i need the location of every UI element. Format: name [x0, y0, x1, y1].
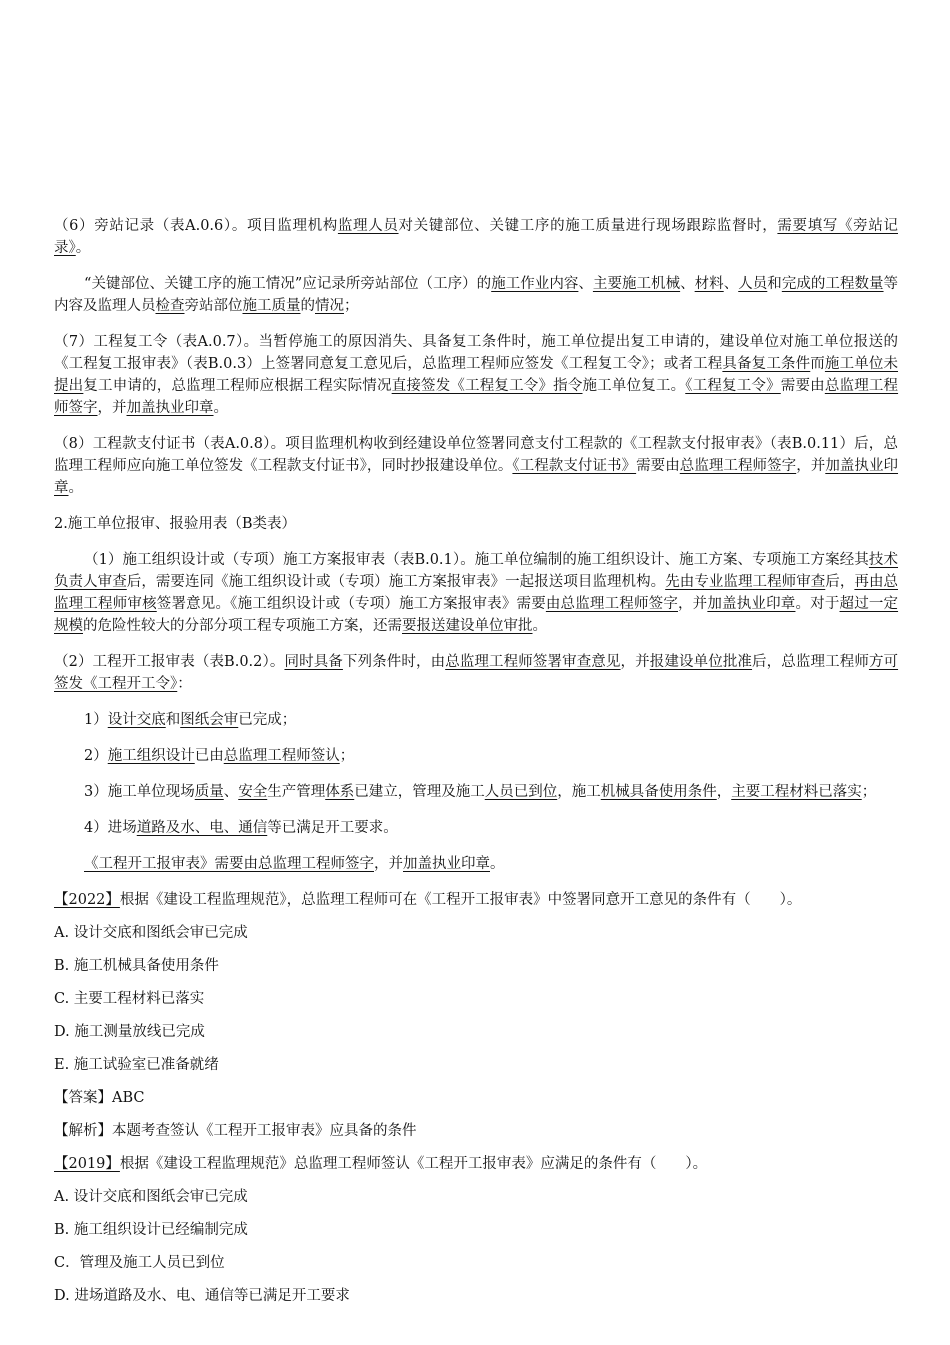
underlined-text: 检查	[155, 298, 185, 314]
text-segment: ；	[861, 784, 877, 800]
text-segment: ：	[177, 676, 192, 692]
underlined-text: 超过一定规模	[54, 596, 899, 634]
text-segment: 等已满足开工要求。	[267, 820, 398, 836]
option-c: C．管理及施工人员已到位	[54, 1255, 225, 1271]
text-segment: ，施工	[557, 784, 601, 800]
body-paragraphs	[54, 215, 898, 889]
option-a: A. 设计交底和图纸会审已完成	[54, 1189, 248, 1205]
option-b: B. 施工机械具备使用条件	[54, 958, 219, 974]
text-segment: ，	[716, 784, 732, 800]
text-segment: 已建立，管理及施工	[354, 784, 485, 800]
underlined-text: 安全	[238, 784, 268, 800]
option-d: D. 施工测量放线已完成	[54, 1024, 205, 1040]
underlined-text: 要报送建设单位审批	[402, 618, 533, 634]
text-segment: 3）施工单位现场	[84, 784, 195, 800]
text-segment: 而	[810, 356, 825, 372]
underlined-text: 道路及水、电、通信	[136, 820, 268, 836]
underlined-text: 加盖执业印章	[54, 458, 899, 496]
paragraph-p7	[54, 331, 898, 419]
paragraph-p6	[54, 215, 898, 259]
text-segment: 等内容及监理人员	[54, 276, 899, 314]
underlined-text: 加盖执业印章	[707, 596, 796, 612]
text-segment: “关键部位、关键工序的施工情况”应记录所旁站部位（工序）的	[84, 276, 492, 292]
text-segment: 已完成；	[238, 712, 297, 728]
paragraph-c2	[54, 745, 898, 767]
text-segment: ，并	[97, 400, 127, 416]
paragraph-c1	[54, 709, 898, 731]
underlined-text: 总监理工程师签认	[223, 748, 340, 764]
underlined-text: 具备复工条件	[722, 356, 811, 372]
answer-value: ABC	[112, 1090, 145, 1106]
text-segment: 4）进场	[84, 820, 137, 836]
underlined-text: 质量	[194, 784, 224, 800]
question-text: 根据《建设工程监理规范》，总监理工程师可在《工程开工报审表》中签署同意开工意见的条件有（ ）。	[119, 892, 802, 908]
underlined-text: 施工单位未提出	[54, 356, 899, 394]
text-segment: 施工单位复工。	[582, 378, 686, 394]
question-stem	[54, 889, 898, 911]
underlined-text: 总监理工程师签字	[679, 458, 797, 474]
analysis-text: 本题考查签认《工程开工报审表》应具备的条件	[112, 1123, 417, 1139]
text-segment: 、	[723, 276, 739, 292]
text-segment: 复工申请的，总监理工程师应根据工程实际情况	[83, 378, 392, 394]
option-c: C. 主要工程材料已落实	[54, 991, 205, 1007]
underlined-text: 施工组织设计	[107, 748, 195, 764]
text-segment: 下列条件时，由	[342, 654, 446, 670]
paragraph-c5	[54, 853, 898, 875]
underlined-text: 方可签发《工程开工令》	[54, 654, 899, 692]
text-segment: 、	[578, 276, 593, 292]
text-segment: 。对于	[795, 596, 840, 612]
paragraph-b2	[54, 651, 898, 695]
text-segment: 。	[490, 856, 505, 872]
paragraph-c4	[54, 817, 898, 839]
option-a: A. 设计交底和图纸会审已完成	[54, 925, 248, 941]
underlined-text: 主要施工机械	[592, 276, 681, 292]
text-segment: 的危险性较大的分部分项工程专项施工方案，还需	[83, 618, 402, 634]
text-segment: 需要由	[780, 378, 825, 394]
underlined-text: 完成的工程数量	[781, 276, 884, 292]
underlined-text: 总监理工程师签字	[54, 378, 899, 416]
underlined-text: 施工质量	[242, 298, 301, 314]
underlined-text: 总监理工程师签署审查意见	[445, 654, 621, 670]
text-segment: ，并	[678, 596, 708, 612]
underlined-text: 由总监理工程师签字	[545, 596, 678, 612]
paragraph-c3	[54, 781, 898, 803]
document-page	[54, 215, 898, 1307]
underlined-text: 需要填写《旁站记录》	[54, 218, 898, 256]
text-segment: 旁站部位	[184, 298, 243, 314]
underlined-text: 情况	[315, 298, 344, 314]
underlined-text: 设计交底	[107, 712, 166, 728]
underlined-text: 《工程复工令》	[685, 378, 781, 394]
underlined-text: 加盖执业印章	[126, 400, 214, 416]
text-segment: 。	[68, 480, 83, 496]
text-segment: 后，	[825, 574, 855, 590]
text-segment: 生产管理	[267, 784, 326, 800]
analysis-line	[54, 1120, 898, 1142]
paragraph-p8	[54, 433, 898, 499]
text-segment: ，并	[620, 654, 650, 670]
question-2022	[54, 889, 898, 1142]
paragraph-b1	[54, 549, 898, 637]
underlined-text: 《工程款支付证书》	[512, 458, 637, 474]
paragraph-p6b	[54, 273, 898, 317]
underlined-text: 《工程开工报审表》需要由总监理工程师签字	[84, 856, 374, 872]
question-2019	[54, 1153, 898, 1307]
text-segment: （7）工程复工令（表A.0.7）。当暂停施工的原因消失、具备复工条件时，施工单位提出复工申请的，建设单位对施工单位报送的《工程复工报审表》（表B.0.3）上签署同意复工意见后，总监理工程师应签发《工程复工令》；或者工程	[54, 334, 898, 372]
text-segment: 。	[75, 240, 91, 256]
text-segment: 已由	[194, 748, 224, 764]
underlined-text: 人员	[738, 276, 768, 292]
text-segment: 对关键部位、关键工序的施工质量进行现场跟踪监督时，	[398, 218, 778, 234]
text-segment: （8）工程款支付证书（表A.0.8）。项目监理机构收到经建设单位签署同意支付工程款的《工程款支付报审表》（表B.0.11）后，总监理工程师应向施工单位签发《工程款支付证书》，同时抄报建设单位。	[54, 436, 898, 474]
question-stem	[54, 1153, 898, 1175]
question-text: 根据《建设工程监理规范》总监理工程师签认《工程开工报审表》应满足的条件有（ ）。	[119, 1156, 708, 1172]
text-segment: 和	[767, 276, 782, 292]
text-segment: ，并	[796, 458, 826, 474]
text-segment: 2）	[84, 748, 108, 764]
text-segment: 后，总监理工程师	[752, 654, 869, 670]
underlined-text: 加盖执业印章	[403, 856, 490, 872]
text-segment: ；	[344, 298, 359, 314]
answer-line	[54, 1087, 898, 1109]
underlined-text: 体系	[325, 784, 355, 800]
underlined-text: 直接签发《工程复工令》指令	[391, 378, 583, 394]
text-segment: （6）旁站记录（表A.0.6）。项目监理机构	[54, 218, 338, 234]
text-segment: 、	[223, 784, 239, 800]
underlined-text: 同时具备	[284, 654, 343, 670]
text-segment: 。	[213, 400, 228, 416]
underlined-text: 监理人员	[337, 218, 399, 234]
text-segment: 1）	[84, 712, 108, 728]
text-segment: 需要由	[636, 458, 680, 474]
underlined-text: 图纸会审	[180, 712, 239, 728]
underlined-text: 报建设单位批准	[649, 654, 753, 670]
text-segment: 、	[680, 276, 695, 292]
underlined-text: 先由专业监理工程师审查	[665, 574, 826, 590]
text-segment: ，并	[374, 856, 403, 872]
option-e: E. 施工试验室已准备就绪	[54, 1057, 219, 1073]
answer-label: 【答案】	[54, 1090, 112, 1106]
option-b: B. 施工组织设计已经编制完成	[54, 1222, 248, 1238]
text-segment: （2）工程开工报审表（表B.0.2）。	[54, 654, 285, 670]
text-segment: 。	[532, 618, 547, 634]
text-segment: 的	[300, 298, 315, 314]
underlined-text: 人员已到位	[484, 784, 558, 800]
text-segment: 2.施工单位报审、报验用表（B类表）	[54, 516, 296, 532]
question-year-tag: 【2019】	[54, 1156, 120, 1172]
underlined-text: 施工作业内容	[491, 276, 579, 292]
text-segment: ；	[339, 748, 355, 764]
paragraph-h2	[54, 513, 898, 535]
underlined-text: 主要工程材料已落实	[731, 784, 862, 800]
analysis-label: 【解析】	[54, 1123, 112, 1139]
underlined-text: 技术负责人审查	[54, 552, 899, 590]
underlined-text: 机械具备使用条件	[600, 784, 717, 800]
option-d: D. 进场道路及水、电、通信等已满足开工要求	[54, 1288, 350, 1304]
underlined-text: 再由总监理工程师审核	[54, 574, 899, 612]
text-segment: 签署意见。《施工组织设计或（专项）施工方案报审表》需要	[156, 596, 546, 612]
question-year-tag: 【2022】	[54, 892, 120, 908]
underlined-text: 材料	[694, 276, 724, 292]
text-segment: 后，需要连同《施工组织设计或（专项）施工方案报审表》一起报送项目监理机构。	[126, 574, 666, 590]
text-segment: 和	[165, 712, 181, 728]
text-segment: （1）施工组织设计或（专项）施工方案报审表（表B.0.1）。施工单位编制的施工组织设计、施工方案、专项施工方案经其	[84, 552, 869, 568]
